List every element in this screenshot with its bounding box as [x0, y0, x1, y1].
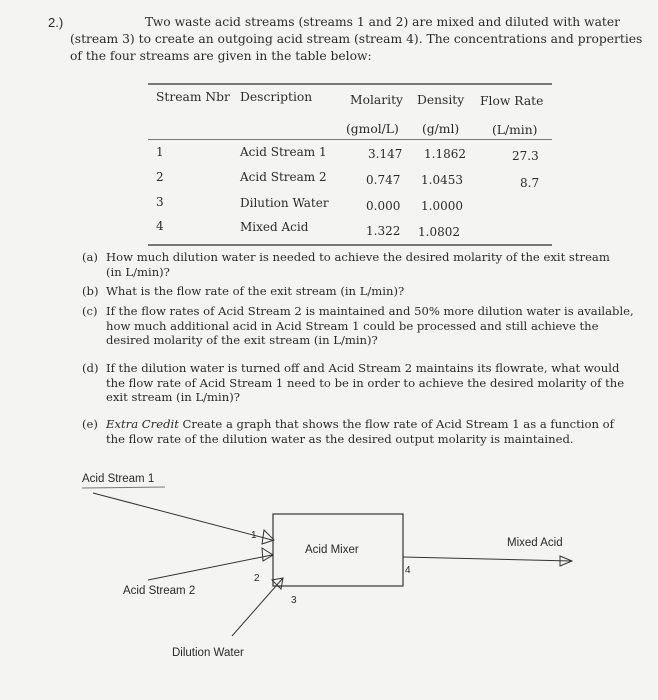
row-2-flow: 8.7: [520, 176, 540, 190]
question-a-line-1: How much dilution water is needed to achieve the desired molarity of the exit stream: [106, 250, 610, 264]
unit-molarity: (gmol/L): [346, 122, 399, 136]
question-d-line-2: the flow rate of Acid Stream 1 need to be in order to achieve the desired molarity of the: [106, 375, 625, 390]
question-c-line-2: how much additional acid in Acid Stream 1 could be processed and still achieve the: [106, 318, 599, 333]
question-b-label: (b): [82, 284, 99, 298]
header-description: Description: [240, 90, 313, 104]
stream-number-2: 2: [254, 573, 260, 584]
acid-stream-1-label: Acid Stream 1: [82, 473, 155, 485]
row-2-molarity: 0.747: [366, 173, 401, 187]
header-density: Density: [417, 93, 465, 107]
question-a-line-2: (in L/min)?: [106, 264, 170, 279]
row-3-description: Dilution Water: [240, 196, 329, 210]
question-c-line-1: If the flow rates of Acid Stream 2 is maintained and 50% more dilution water is available,: [106, 304, 634, 318]
question-c-line-3: desired molarity of the exit stream (in L/min)?: [106, 333, 378, 347]
intro-line-2: (stream 3) to create an outgoing acid stream (stream 4). The concentrations and properties: [70, 32, 643, 46]
row-3-molarity: 0.000: [366, 199, 401, 213]
unit-flow: (L/min): [492, 123, 538, 137]
acid-mixer-label: Acid Mixer: [305, 544, 359, 556]
row-4-density: 1.0802: [418, 225, 460, 239]
dilution-water-label: Dilution Water: [172, 647, 244, 659]
header-stream: Stream Nbr: [156, 90, 230, 104]
acid-stream-1-underline: [82, 487, 165, 488]
acid-stream-2-label: Acid Stream 2: [123, 585, 196, 597]
question-b-line-1: What is the flow rate of the exit stream (in L/min)?: [106, 284, 405, 298]
acid-stream-2-arrow: [262, 548, 273, 561]
row-2-stream: 2: [156, 170, 164, 184]
row-1-molarity: 3.147: [368, 147, 403, 161]
row-4-description: Mixed Acid: [240, 220, 309, 234]
row-1-stream: 1: [156, 145, 164, 159]
row-2-density: 1.0453: [421, 173, 463, 187]
row-1-description: Acid Stream 1: [240, 145, 327, 159]
question-c-label: (c): [82, 304, 98, 318]
question-e-label: (e): [82, 417, 98, 431]
mixed-acid-label: Mixed Acid: [507, 537, 563, 549]
header-molarity: Molarity: [350, 93, 403, 107]
question-d-line-3: exit stream (in L/min)?: [106, 390, 240, 404]
dilution-water-line: [232, 578, 283, 636]
stream-number-1: 1: [251, 530, 257, 541]
row-1-density: 1.1862: [424, 147, 466, 161]
row-4-stream: 4: [156, 219, 164, 233]
acid-stream-1-line: [93, 493, 272, 540]
acid-stream-1-arrow: [262, 530, 274, 544]
row-1-flow: 27.3: [512, 149, 539, 163]
row-3-density: 1.0000: [421, 199, 463, 213]
question-e-line-2: the flow rate of the dilution water as the desired output molarity is maintained.: [106, 431, 574, 446]
question-d-label: (d): [82, 361, 99, 375]
question-e-line-1: Create a graph that shows the flow rate of Acid Stream 1 as a function of: [178, 417, 614, 431]
row-2-description: Acid Stream 2: [240, 170, 327, 184]
question-d-line-1: If the dilution water is turned off and Acid Stream 2 maintains its flowrate, what would: [106, 361, 620, 375]
mixed-acid-line: [403, 557, 571, 561]
unit-density: (g/ml): [422, 122, 460, 136]
stream-number-4: 4: [405, 565, 411, 576]
question-e-extra-credit: Extra Credit: [106, 417, 179, 431]
intro-line-1: Two waste acid streams (streams 1 and 2) are mixed and diluted with water: [145, 15, 621, 29]
question-a-label: (a): [82, 250, 98, 264]
problem-number: 2.): [48, 15, 64, 30]
stream-number-3: 3: [291, 595, 297, 606]
row-4-molarity: 1.322: [366, 224, 401, 238]
header-flow: Flow Rate: [480, 94, 544, 108]
intro-line-3: of the four streams are given in the table below:: [70, 49, 372, 63]
row-3-stream: 3: [156, 195, 164, 209]
